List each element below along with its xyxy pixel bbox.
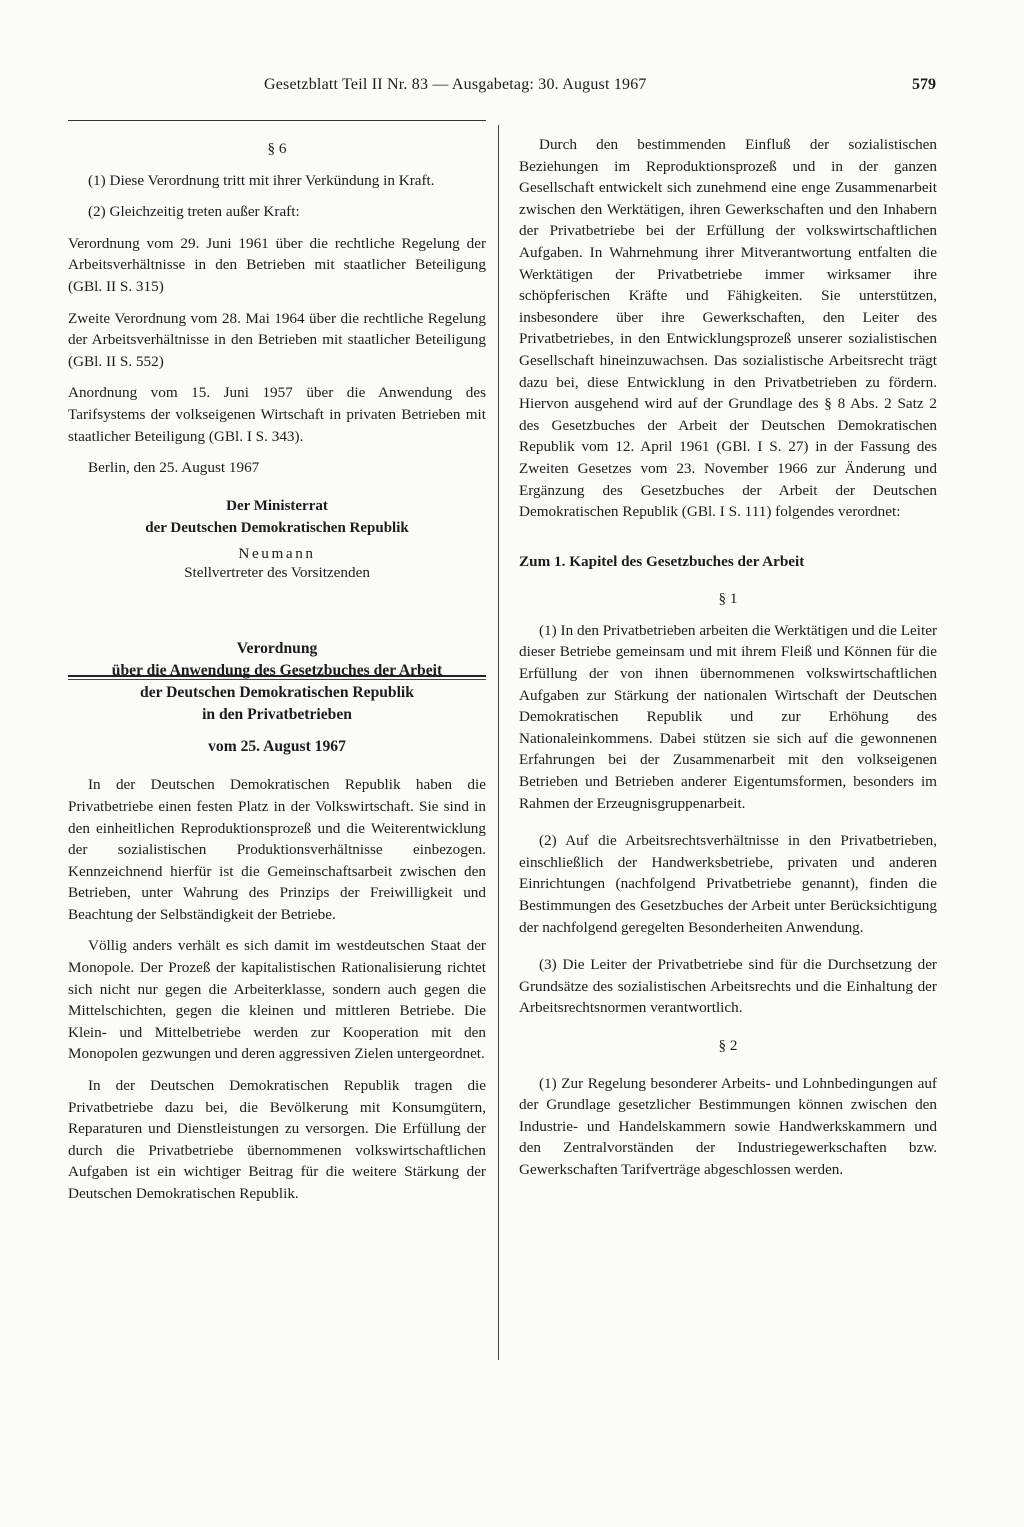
place-and-date: Berlin, den 25. August 1967 xyxy=(88,459,260,477)
section-1-paragraph-3: (3) Die Leiter der Privatbetriebe sind für die Durchsetzung der Grundsätze des sozialistischen Arbeitsrechts und die Einhaltung der Arbeitsrechtsnormen verantwortlich. xyxy=(519,956,937,1017)
section-separator-rule xyxy=(68,675,486,680)
signatory-org-line-1: Der Ministerrat xyxy=(226,497,328,514)
decree-title-line-4: in den Privatbetrieben xyxy=(202,706,352,724)
preamble-paragraph-2: Völlig anders verhält es sich damit im westdeutschen Staat der Monopole. Der Prozeß der kapitalistischen Rationalisierung richtet sich nicht nur gegen die Arbeiterklasse, sondern auch gegen die Mittelschichten, gegen die kleinen und mittleren Betriebe. Die Klein- und Mittelbetriebe werden zur Kooperation mit den Monopolen gezwungen und deren aggressiven Zielen untergeordnet. xyxy=(68,937,486,1063)
decree-title-line-3: der Deutschen Demokratischen Republik xyxy=(140,684,414,702)
right-column xyxy=(519,134,937,1181)
section-6-heading: § 6 xyxy=(267,140,287,157)
running-head: Gesetzblatt Teil II Nr. 83 — Ausgabetag: 30. August 1967 xyxy=(264,76,647,93)
preamble-paragraph-1: In der Deutschen Demokratischen Republik haben die Privatbetriebe einen festen Platz in der Volkswirtschaft. Sie sind in den einheitlichen Reproduktionsprozeß und die Weiterentwicklung der sozialistischen Produktionsverhältnisse einbezogen. Kennzeichnend hierfür ist die Gemeinschaftsarbeit zwischen den Betrieben, unter Wahrung des Prinzips der Freiwilligkeit und Beachtung der Selbständigkeit der Betriebe. xyxy=(68,776,486,923)
signatory-role: Stellvertreter des Vorsitzenden xyxy=(184,564,370,582)
section-1-paragraph-1: (1) In den Privatbetrieben arbeiten die Werktätigen und die Leiter dieser Betriebe gemeinsam und mit ihrem Fleiß und Können für die Erfüllung der von ihnen übernommenen volkswirtschaftlichen Aufgaben zur Stärkung der nationalen Wirtschaft der Deutschen Demokratischen Republik und zur Erhöhung des Nationaleinkommens. Dabei stützen sie sich auf die gewonnenen Erfahrungen bei der Zusammenarbeit mit den volkseigenen Betrieben und Betrieben anderer Eigentumsformen, besonders im Rahmen der Erzeugnisgruppenarbeit. xyxy=(519,621,937,812)
repealed-item-2: Zweite Verordnung vom 28. Mai 1964 über die rechtliche Regelung der Arbeitsverhältnisse in den Betrieben mit staatlicher Beteiligung (GBl. II S. 552) xyxy=(68,309,486,370)
section-6-paragraph-1: (1) Diese Verordnung tritt mit ihrer Verkündung in Kraft. xyxy=(88,171,435,189)
signatory-org-line-2: der Deutschen Demokratischen Republik xyxy=(145,519,409,536)
section-2-heading: § 2 xyxy=(718,1036,738,1054)
page-number: 579 xyxy=(912,76,936,93)
decree-date: vom 25. August 1967 xyxy=(208,738,346,756)
preamble-paragraph-4: Durch den bestimmenden Einfluß der sozialistischen Beziehungen im Reproduktionsprozeß und in der ganzen Gesellschaft entwickelt sich zunehmend eine enge Zusammenarbeit zwischen den Werktätigen, ihren Gewerkschaften und den Inhabern der Privatbetriebe bei der Erfüllung der volkswirtschaftlichen Aufgaben. In Wahrnehmung ihrer Mitverantwortung entfalten die Werktätigen der Privatbetriebe immer wirksamer ihre schöpferischen Kräfte und Fähigkeiten. Sie unterstützen, insbesondere über ihre Gewerkschaften, den Leiter des Privatbetriebes, in den Entwicklungsprozeß unserer sozialistischen Gesellschaft hineinzuwachsen. Das sozialistische Arbeitsrecht trägt dazu bei, diese Entwicklung in den Privatbetrieben zu fördern. Hiervon ausgehend wird auf der Grundlage des § 8 Abs. 2 Satz 2 des Gesetzbuches der Arbeit der Deutschen Demokratischen Republik vom 12. April 1961 (GBl. I S. 27) in der Fassung des Zweiten Gesetzes vom 23. November 1966 zur Änderung und Ergänzung des Gesetzbuches der Arbeit der Deutschen Demokratischen Republik (GBl. I S. 111) folgendes verordnet: xyxy=(519,136,937,521)
section-2-paragraph-1: (1) Zur Regelung besonderer Arbeits- und Lohnbedingungen auf der Grundlage gesetzlicher Bestimmungen können zwischen den Industrie- und Handelskammern sowie Handwerkskammern und den Zentralvorständen der Industriegewerkschaften bzw. Gewerkschaften Tarifverträge abgeschlossen werden. xyxy=(519,1074,937,1178)
preamble-paragraph-3: In der Deutschen Demokratischen Republik tragen die Privatbetriebe dazu bei, die Bevölkerung mit Konsumgütern, Reparaturen und Dienstleistungen zu versorgen. Die Erfüllung der durch die Privatbetriebe übernommenen volkswirtschaftlichen Aufgaben ist ein wichtiger Beitrag für die weitere Stärkung der Deutschen Demokratischen Republik. xyxy=(68,1077,486,1202)
repealed-item-3: Anordnung vom 15. Juni 1957 über die Anwendung des Tarifsystems der volkseigenen Wirtschaft in privaten Betrieben mit staatlicher Beteiligung (GBl. I S. 343). xyxy=(68,384,486,445)
signatory-name: Neumann xyxy=(238,544,316,562)
decree-title-line-1: Verordnung xyxy=(236,640,318,658)
decree-title-line-2: über die Anwendung des Gesetzbuches der Arbeit xyxy=(111,662,443,680)
section-6-paragraph-2: (2) Gleichzeitig treten außer Kraft: xyxy=(88,203,300,221)
header-rule xyxy=(68,120,486,121)
section-1-paragraph-2: (2) Auf die Arbeitsrechtsverhältnisse in den Privatbetrieben, einschließlich der Handwerksbetriebe, privaten und anderen Einrichtungen (nachfolgend Privatbetriebe genannt), finden die Bestimmungen des Gesetzbuches der Arbeit unter Berücksichtigung der nachfolgend geregelten Besonderheiten Anwendung. xyxy=(519,832,937,936)
page-header xyxy=(66,76,936,104)
column-divider xyxy=(498,125,499,1360)
chapter-heading: Zum 1. Kapitel des Gesetzbuches der Arbeit xyxy=(519,552,805,570)
section-1-heading: § 1 xyxy=(718,590,738,608)
left-column xyxy=(68,138,486,1205)
repealed-item-1: Verordnung vom 29. Juni 1961 über die rechtliche Regelung der Arbeitsverhältnisse in den Betrieben mit staatlicher Beteiligung (GBl. II S. 315) xyxy=(68,234,486,295)
